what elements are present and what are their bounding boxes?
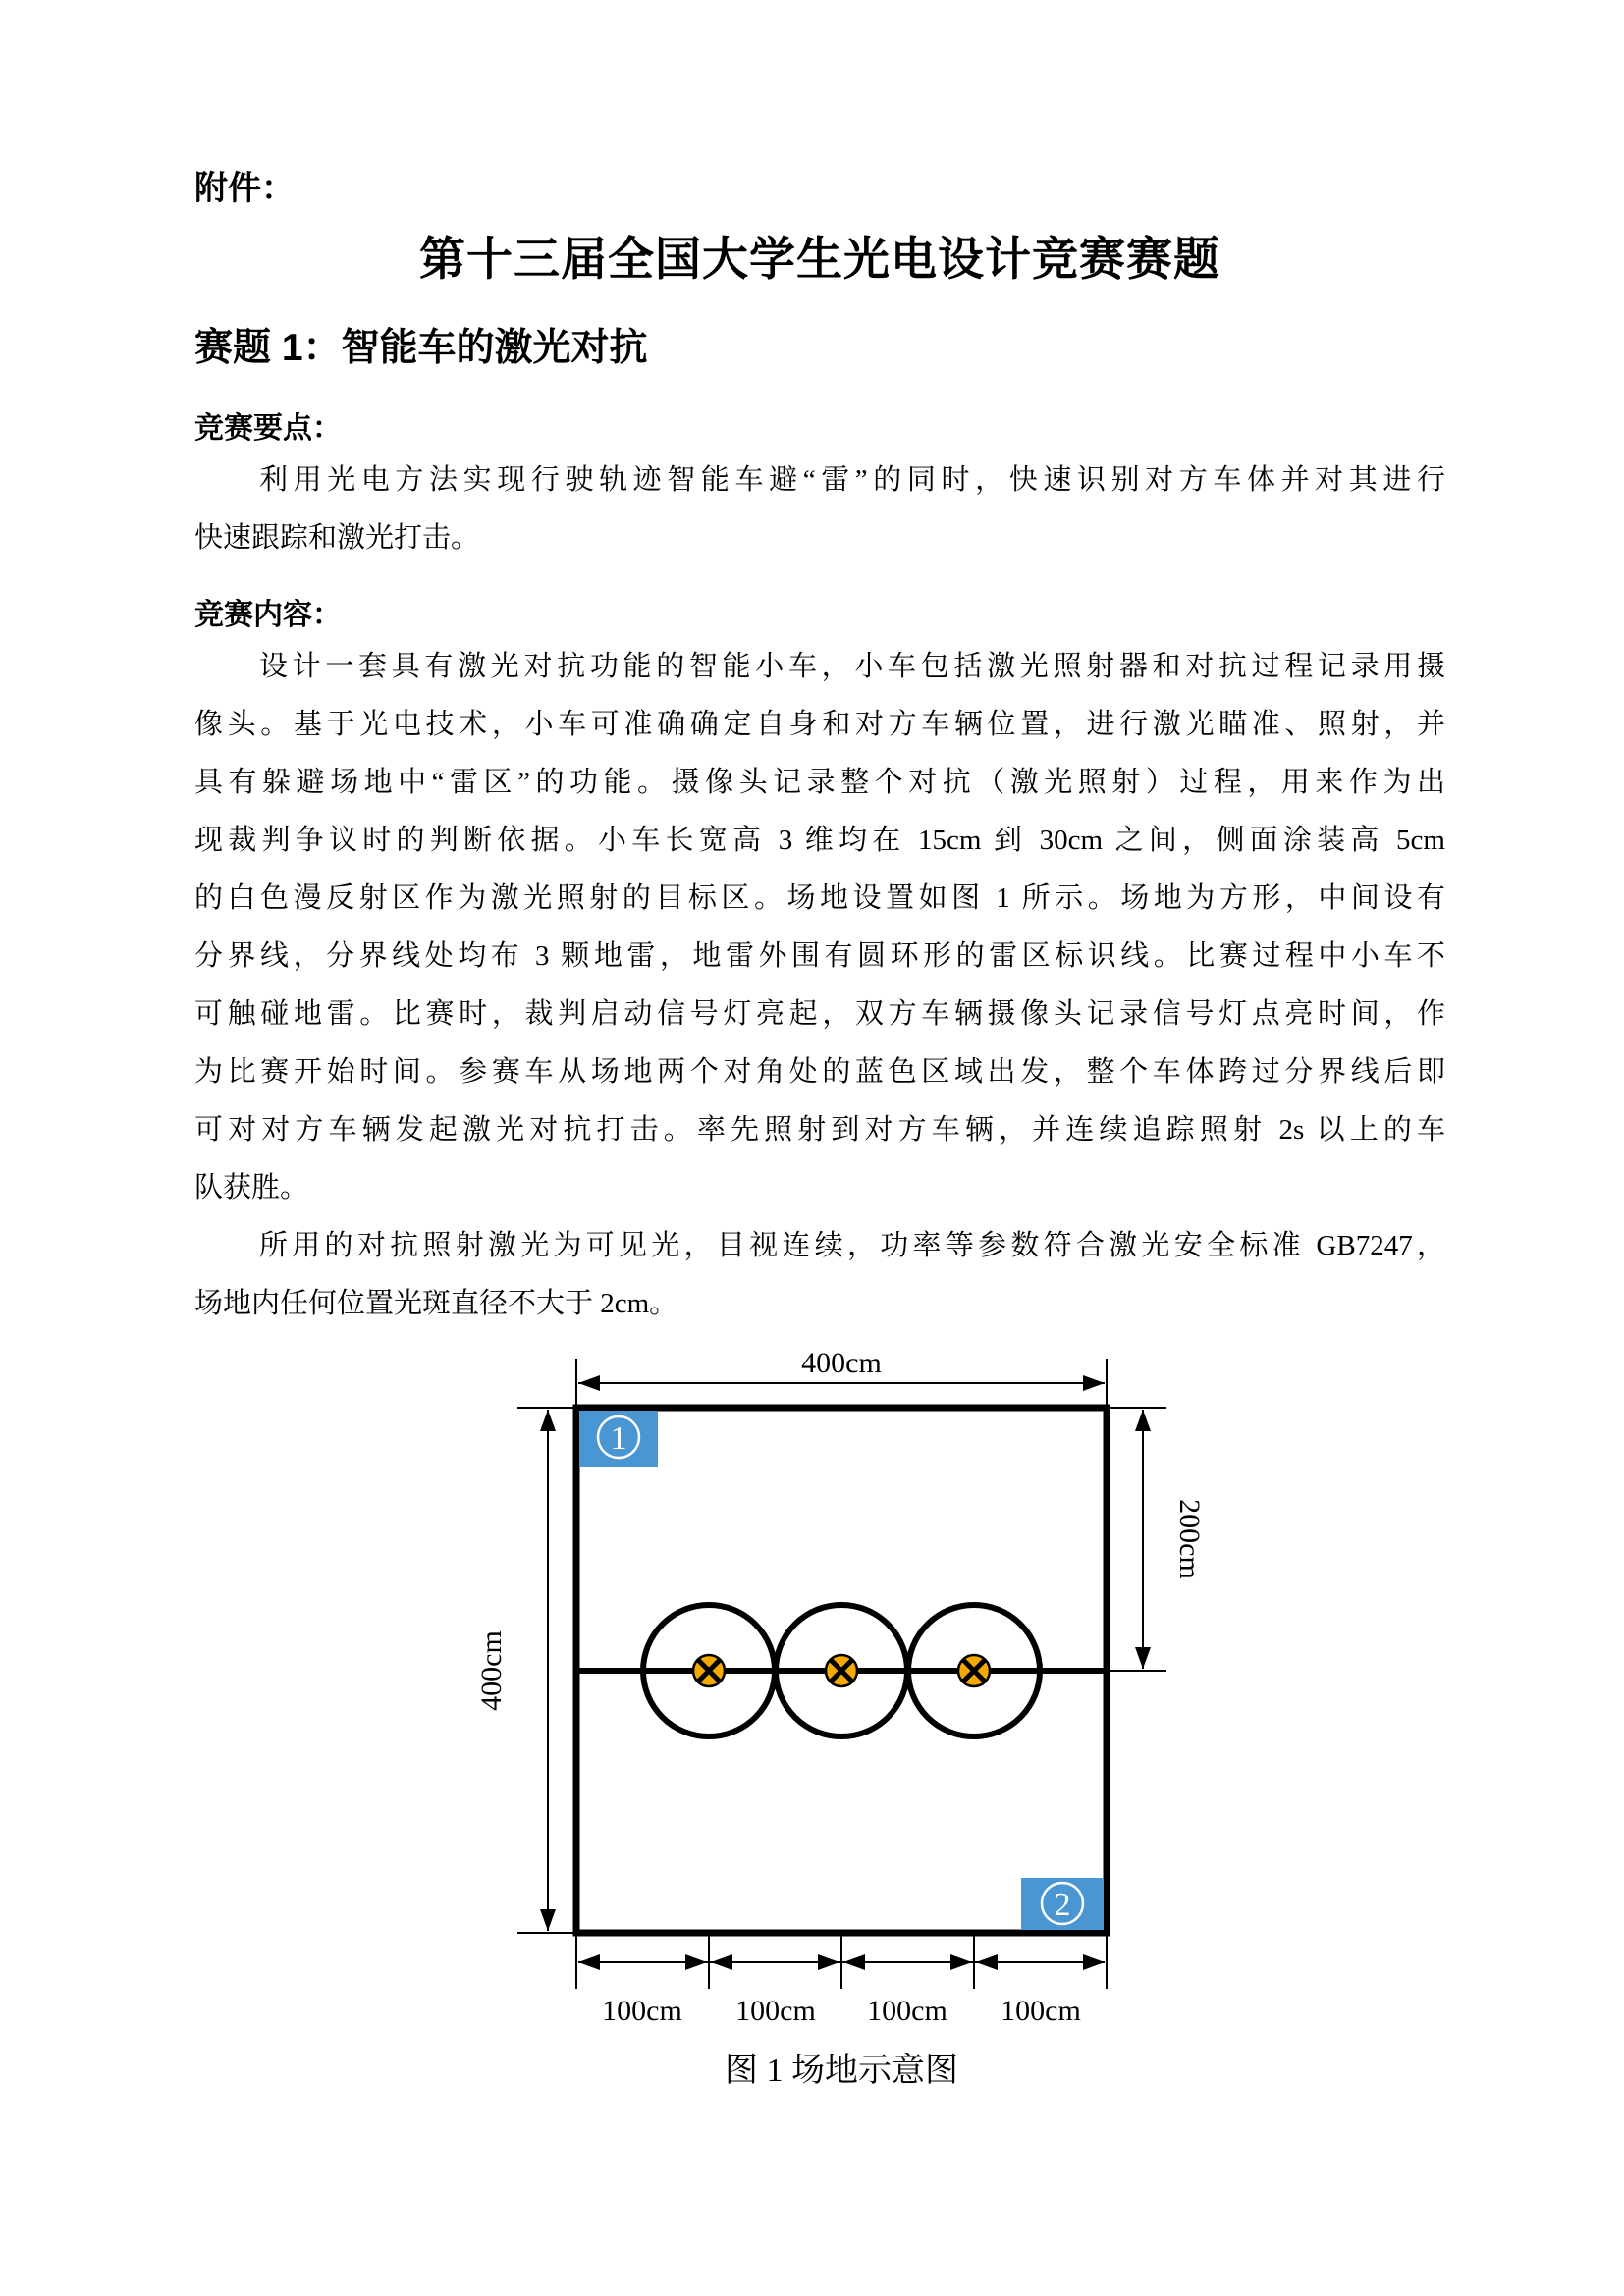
paragraph-line: 可对对方车辆发起激光对抗打击。率先照射到对方车辆，并连续追踪照射 2s 以上的车 [194, 1114, 1445, 1146]
arrowhead-down-icon [540, 1909, 556, 1931]
arrowhead-right-icon [818, 1954, 839, 1970]
paragraph-line: 的白色漫反射区作为激光照射的目标区。场地设置如图 1 所示。场地为方形，中间设有 [194, 882, 1445, 914]
dimension-label-left: 400cm [475, 1630, 508, 1711]
arrowhead-right-icon [950, 1954, 972, 1970]
section-heading-key-points: 竞赛要点： [194, 412, 342, 445]
figure-caption: 图 1 场地示意图 [725, 2053, 958, 2089]
start-zone-1-number: 1 [610, 1420, 627, 1457]
start-zone-2-number: 2 [1054, 1887, 1071, 1923]
mine-icon [826, 1655, 857, 1686]
mine-icon [693, 1655, 725, 1686]
document-title: 第十三届全国大学生光电设计竞赛赛题 [419, 233, 1220, 285]
paragraph-line: 所用的对抗照射激光为可见光，目视连续，功率等参数符合激光安全标准 GB7247， [259, 1230, 1445, 1261]
paragraph-line: 现裁判争议时的判断依据。小车长宽高 3 维均在 15cm 到 30cm 之间，侧面涂装高 5cm [194, 825, 1445, 856]
arrowhead-up-icon [540, 1410, 556, 1431]
arrowhead-right-icon [1083, 1375, 1105, 1391]
paragraph-line: 场地内任何位置光斑直径不大于 2cm。 [194, 1288, 678, 1319]
dimension-label-top: 400cm [801, 1347, 882, 1379]
arrowhead-right-icon [1083, 1954, 1105, 1970]
dimension-label-right: 200cm [1173, 1499, 1206, 1579]
paragraph-line: 快速跟踪和激光打击。 [194, 522, 480, 554]
dimension-label-bottom: 100cm [1001, 1995, 1081, 2027]
paragraph-line: 分界线，分界线处均布 3 颗地雷，地雷外围有圆环形的雷区标识线。比赛过程中小车不 [194, 940, 1445, 972]
arrowhead-right-icon [685, 1954, 707, 1970]
dimension-label-bottom: 100cm [602, 1995, 682, 2027]
arrowhead-left-icon [578, 1375, 600, 1391]
arrowhead-left-icon [711, 1954, 732, 1970]
paragraph-line: 可触碰地雷。比赛时，裁判启动信号灯亮起，双方车辆摄像头记录信号灯点亮时间，作 [194, 998, 1445, 1030]
arrowhead-left-icon [976, 1954, 998, 1970]
field-diagram [0, 1333, 1624, 2118]
arrowhead-up-icon [1135, 1410, 1151, 1431]
paragraph-line: 设计一套具有激光对抗功能的智能小车，小车包括激光照射器和对抗过程记录用摄 [259, 651, 1445, 682]
mine-icon [958, 1655, 990, 1686]
paragraph-line: 像头。基于光电技术，小车可准确确定自身和对方车辆位置，进行激光瞄准、照射，并 [194, 709, 1445, 740]
topic-heading: 赛题 1：智能车的激光对抗 [194, 327, 648, 369]
section-heading-content: 竞赛内容： [194, 599, 342, 631]
start-zone-2 [1021, 1878, 1104, 1930]
paragraph-line: 具有躲避场地中“雷区”的功能。摄像头记录整个对抗（激光照射）过程，用来作为出 [194, 767, 1445, 798]
paragraph-line: 利用光电方法实现行驶轨迹智能车避“雷”的同时，快速识别对方车体并对其进行 [259, 464, 1445, 496]
arrowhead-left-icon [843, 1954, 865, 1970]
start-zone-1 [579, 1411, 658, 1467]
paragraph-line: 为比赛开始时间。参赛车从场地两个对角处的蓝色区域出发，整个车体跨过分界线后即 [194, 1056, 1445, 1088]
attachment-label: 附件： [194, 170, 295, 207]
paragraph-line: 队获胜。 [194, 1172, 309, 1203]
arrowhead-down-icon [1135, 1647, 1151, 1669]
dimension-label-bottom: 100cm [735, 1995, 816, 2027]
dimension-label-bottom: 100cm [867, 1995, 947, 2027]
arrowhead-left-icon [578, 1954, 600, 1970]
field-diagram-figure [0, 1333, 1624, 2118]
